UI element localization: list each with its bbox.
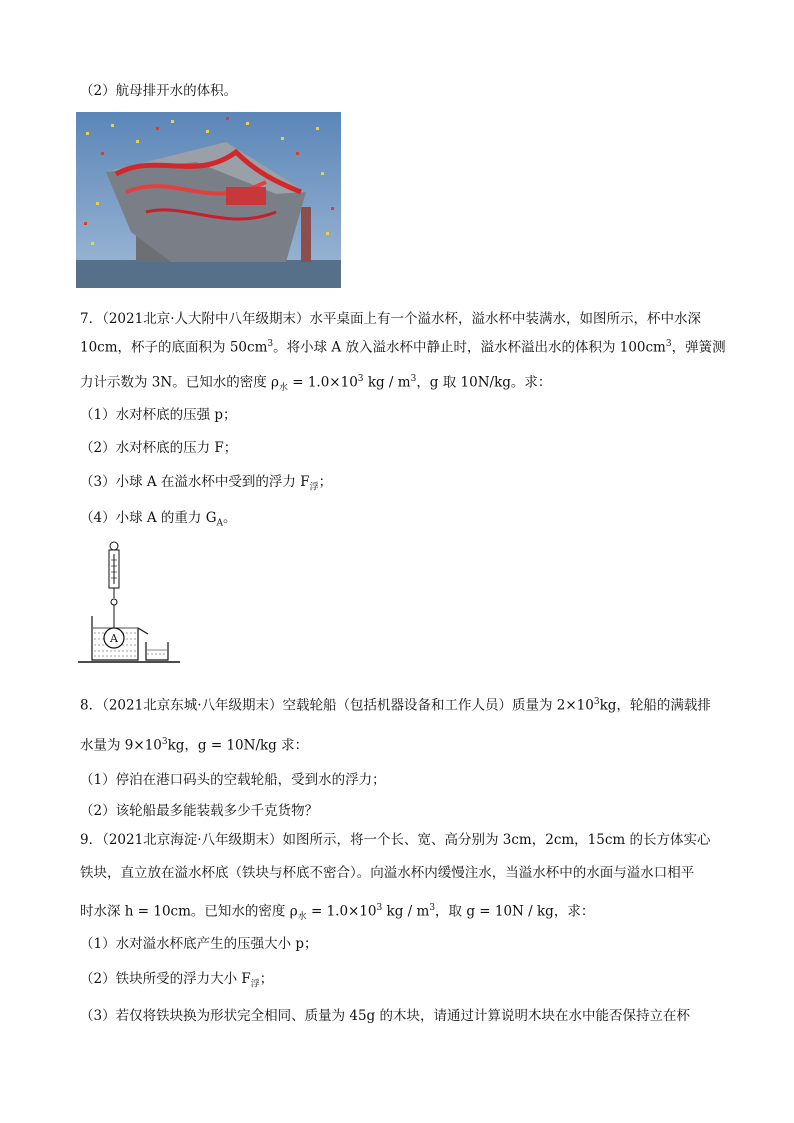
q8-stem-line2: 水量为 $9\times 10^3kg$，g = 10N/kg 求： xyxy=(80,737,309,754)
q9-part3: （3）若仅将铁块换为形状完全相同、质量为 45g 的木块，请通过计算说明木块在水中能否保持立在杯 xyxy=(80,1008,690,1024)
svg-text:A: A xyxy=(110,632,118,645)
q7-part4: （4）小球 A 的重力 $G_A$。 xyxy=(80,510,237,529)
q7-stem-line2: 10cm，杯子的底面积为 $50cm^3$。将小球 A 放入溢水杯中静止时，溢水杯溢出水的体积为 $100cm^3$，弹簧测 xyxy=(80,339,726,356)
q9-part2: （2）铁块所受的浮力大小 $F_浮$； xyxy=(80,971,274,990)
overflow-cup-diagram xyxy=(78,540,180,670)
q9-stem-line2: 铁块，直立放在溢水杯底（铁块与杯底不密合）。向溢水杯内缓慢注水，当溢水杯中的水面与溢水口相平 xyxy=(80,865,695,881)
q8-part2: （2）该轮船最多能装载多少千克货物？ xyxy=(80,803,319,819)
q7-part2: （2）水对杯底的压力 F； xyxy=(80,440,238,456)
q8-part1: （1）停泊在港口码头的空载轮船，受到水的浮力； xyxy=(80,772,386,788)
aircraft-carrier-photo xyxy=(76,112,341,288)
q9-part1: （1）水对溢水杯底产生的压强大小 p； xyxy=(80,936,318,952)
q9-stem-line1: 9．（2021北京海淀·八年级期末）如图所示，将一个长、宽、高分别为 3cm，2cm，15cm 的长方体实心 xyxy=(80,832,711,848)
q9-stem-line3: 时水深 h = 10cm。已知水的密度 $\rho_水 = 1.0\times 10^3$ kg / $m^3$，取 g = 10N / kg，求： xyxy=(80,903,595,923)
q8-stem-line1: 8．（2021北京东城·八年级期末）空载轮船（包括机器设备和工作人员）质量为 $2\times 10^3kg$，轮船的满载排 xyxy=(80,697,711,714)
q7-part3: （3）小球 A 在溢水杯中受到的浮力 $F_浮$； xyxy=(80,474,333,493)
q7-stem-line3: 力计示数为 3N。已知水的密度 $\rho_水 = 1.0\times 10^3$ kg / $m^3$，g 取 10N/kg。求： xyxy=(80,374,552,394)
q7-part1: （1）水对杯底的压强 p； xyxy=(80,407,237,423)
q6-part2: （2）航母排开水的体积。 xyxy=(80,83,238,99)
q7-stem-line1: 7．（2021北京·人大附中八年级期末）水平桌面上有一个溢水杯，溢水杯中装满水，如图所示，杯中水深 xyxy=(80,311,701,327)
